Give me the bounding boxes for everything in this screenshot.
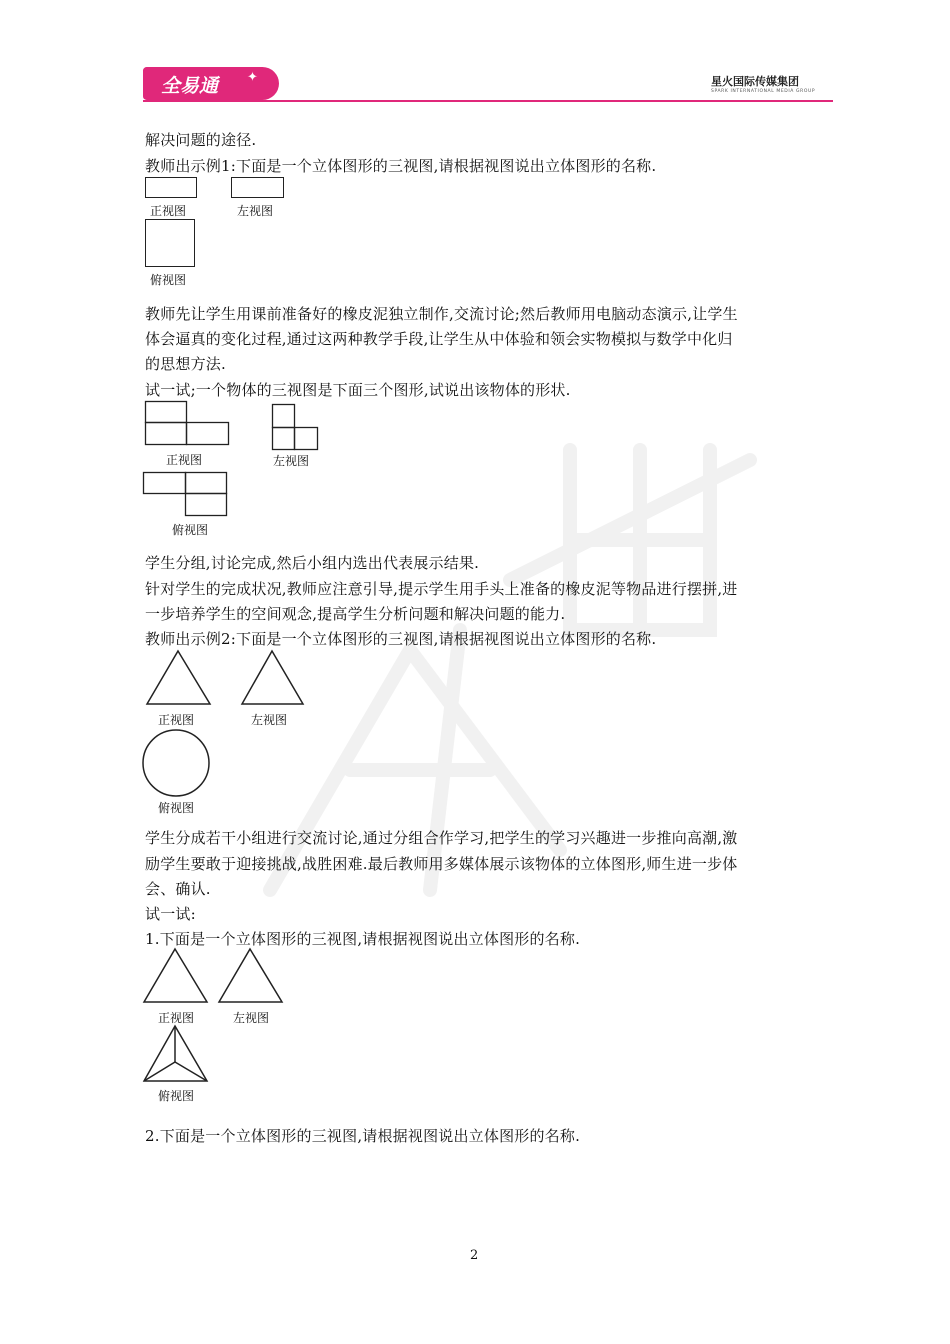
try1-left-caption: 左视图 <box>273 454 310 468</box>
try2-left-caption: 左视图 <box>233 1011 270 1025</box>
paragraph-6b: 一步培养学生的空间观念,提高学生分析问题和解决问题的能力. <box>145 605 566 623</box>
ex2-front-view <box>146 650 212 706</box>
sparkle-icon: ✦ <box>247 70 258 85</box>
paragraph-11: 2.下面是一个立体图形的三视图,请根据视图说出立体图形的名称. <box>145 1127 581 1145</box>
paragraph-3c: 的思想方法. <box>145 355 226 373</box>
ex1-top-view <box>145 219 195 267</box>
brand-name: 星火国际传媒集团 <box>711 75 799 88</box>
paragraph-3b: 体会逼真的变化过程,通过这两种教学手段,让学生从中体验和领会实物模拟与数学中化归 <box>145 330 733 348</box>
ex2-left-caption: 左视图 <box>251 713 288 727</box>
brand-subtitle: SPARK INTERNATIONAL MEDIA GROUP <box>711 89 816 94</box>
logo-text: 全易通 <box>161 75 219 97</box>
try2-front-view <box>143 948 209 1004</box>
paragraph-6a: 针对学生的完成状况,教师应注意引导,提示学生用手头上准备的橡皮泥等物品进行摆拼,进 <box>145 580 738 598</box>
ex1-front-caption: 正视图 <box>150 204 187 218</box>
paragraph-5: 学生分组,讨论完成,然后小组内选出代表展示结果. <box>145 554 480 572</box>
try2-front-caption: 正视图 <box>158 1011 195 1025</box>
try1-top-caption: 俯视图 <box>172 523 209 537</box>
ex1-left-caption: 左视图 <box>237 204 274 218</box>
logo-banner <box>143 67 279 100</box>
ex1-front-view <box>145 177 197 198</box>
header-divider <box>143 100 833 102</box>
paragraph-1: 解决问题的途径. <box>145 131 257 149</box>
ex1-top-caption: 俯视图 <box>150 273 187 287</box>
try2-top-view <box>143 1025 209 1083</box>
try2-top-caption: 俯视图 <box>158 1089 195 1103</box>
ex2-top-caption: 俯视图 <box>158 801 195 815</box>
try1-front-view <box>145 401 231 447</box>
paragraph-8a: 学生分成若干小组进行交流讨论,通过分组合作学习,把学生的学习兴趣进一步推向高潮,激 <box>145 829 738 847</box>
paragraph-8c: 会、确认. <box>145 880 211 898</box>
paragraph-3a: 教师先让学生用课前准备好的橡皮泥独立制作,交流讨论;然后教师用电脑动态演示,让学生 <box>145 305 738 323</box>
try1-front-caption: 正视图 <box>166 453 203 467</box>
ex2-front-caption: 正视图 <box>158 713 195 727</box>
paragraph-4: 试一试;一个物体的三视图是下面三个图形,试说出该物体的形状. <box>145 381 571 399</box>
try2-left-view <box>218 948 284 1004</box>
paragraph-9: 试一试: <box>145 905 196 923</box>
paragraph-10: 1.下面是一个立体图形的三视图,请根据视图说出立体图形的名称. <box>145 930 581 948</box>
ex2-top-view <box>142 729 212 799</box>
ex2-left-view <box>241 650 305 706</box>
page-number: 2 <box>470 1248 479 1263</box>
try1-top-view <box>143 472 229 518</box>
paragraph-7: 教师出示例2:下面是一个立体图形的三视图,请根据视图说出立体图形的名称. <box>145 630 657 648</box>
ex1-left-view <box>231 177 284 198</box>
paragraph-2: 教师出示例1:下面是一个立体图形的三视图,请根据视图说出立体图形的名称. <box>145 157 657 175</box>
paragraph-8b: 励学生要敢于迎接挑战,战胜困难.最后教师用多媒体展示该物体的立体图形,师生进一步体 <box>145 855 738 873</box>
try1-left-view <box>272 404 320 452</box>
